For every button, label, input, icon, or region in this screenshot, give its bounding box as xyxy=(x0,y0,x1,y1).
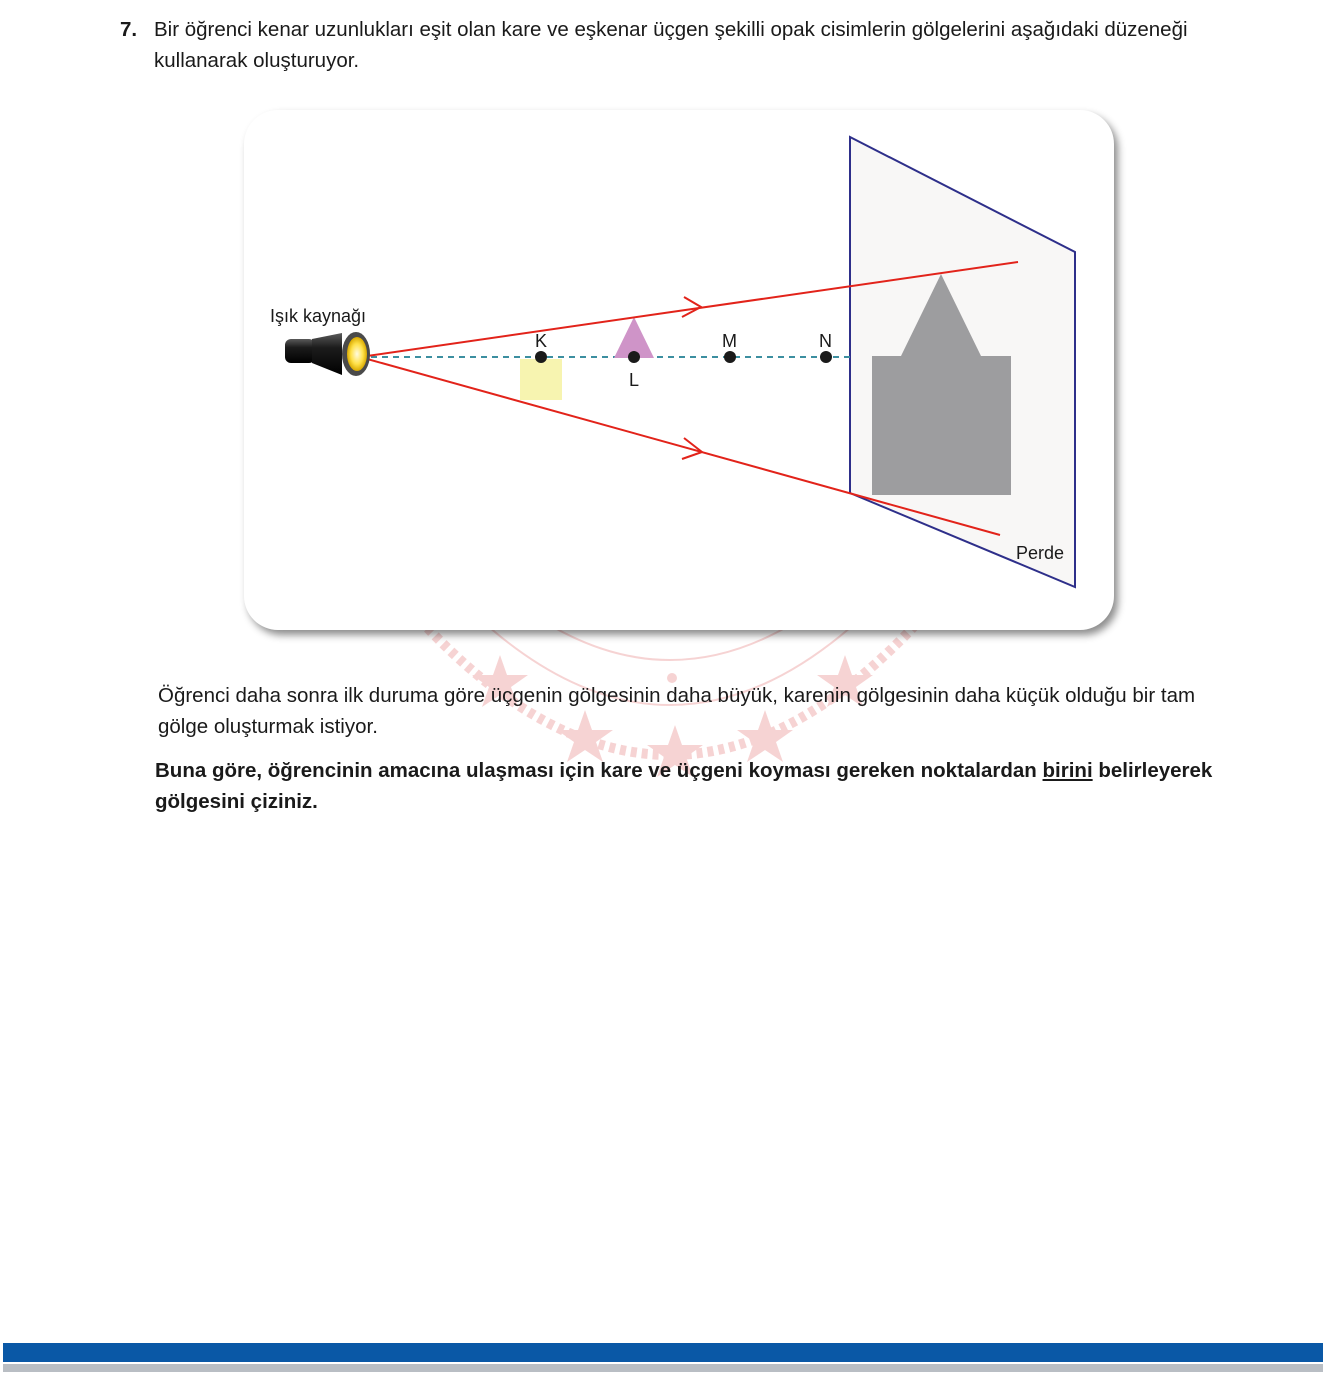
square-object xyxy=(520,359,562,400)
screen-label: Perde xyxy=(1016,543,1065,563)
point-l xyxy=(628,351,640,363)
task-question-after: belirleyerek gölgesini çiziniz. xyxy=(155,759,1213,813)
task-question-before: Buna göre, öğrencinin amacına ulaşması için kare ve üçgeni koyması gereken noktalardan xyxy=(155,759,1043,782)
shadow-diagram xyxy=(244,110,1114,630)
point-m-label: M xyxy=(722,331,737,351)
light-source-label: Işık kaynağı xyxy=(270,306,367,326)
point-m xyxy=(724,351,736,363)
question-text: Bir öğrenci kenar uzunlukları eşit olan kare ve eşkenar üçgen şekilli opak cisimlerin gölgelerini aşağıdaki düzeneği kullanarak oluşturuyor. xyxy=(154,18,1188,72)
point-k xyxy=(535,351,547,363)
flashlight-icon xyxy=(285,332,370,376)
question-number: 7. xyxy=(120,18,138,41)
footer-line xyxy=(3,1364,1323,1372)
task-question xyxy=(155,755,1230,817)
footer-bar xyxy=(3,1343,1323,1362)
diagram-card xyxy=(244,110,1114,630)
point-n xyxy=(820,351,832,363)
square-shadow xyxy=(872,356,1011,495)
point-l-label: L xyxy=(629,370,640,390)
question-block xyxy=(120,14,1230,76)
paragraph-text: Öğrenci daha sonra ilk duruma göre üçgenin gölgesinin daha büyük, karenin gölgesinin daha küçük olduğu bir tam gölge oluşturmak istiyor. xyxy=(158,684,1196,738)
task-question-underlined: birini xyxy=(1042,759,1093,782)
upper-ray-arrow xyxy=(682,297,701,317)
point-n-label: N xyxy=(819,331,832,351)
point-k-label: K xyxy=(535,331,548,351)
